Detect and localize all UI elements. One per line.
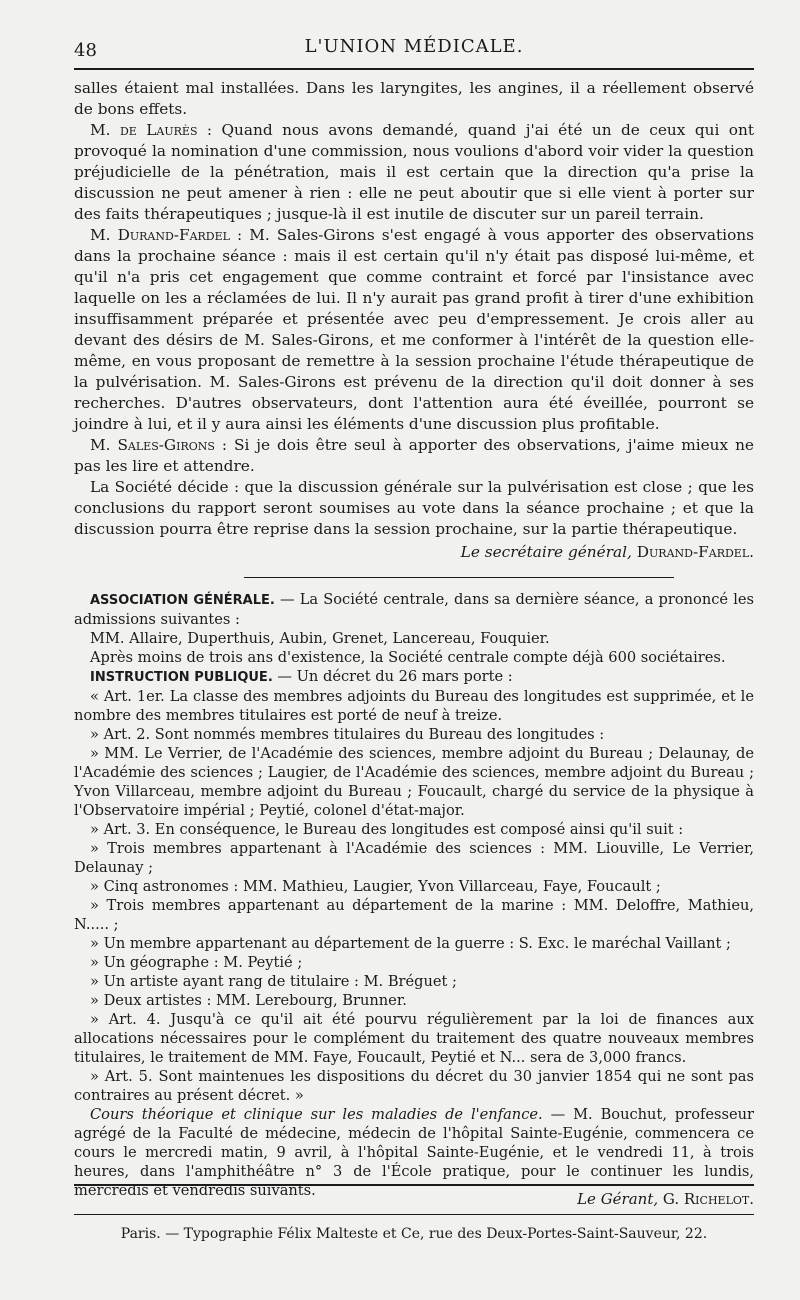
- paragraph: » Art. 3. En conséquence, le Bureau des longitudes est composé ainsi qu'il suit :: [90, 821, 684, 838]
- footer-rule-2: [74, 1214, 754, 1215]
- section-divider: [244, 563, 674, 578]
- paragraph: » Un géographe : M. Peytié ;: [90, 954, 303, 971]
- printer-imprint: Paris. — Typographie Félix Malteste et Ce, rue des Deux-Portes-Saint-Sauveur, 22.: [120, 1226, 708, 1242]
- section-heading: INSTRUCTION PUBLIQUE.: [90, 670, 273, 685]
- article-body: [74, 78, 754, 1200]
- paragraph: INSTRUCTION PUBLIQUE. — Un décret du 26 mars porte :: [90, 668, 513, 685]
- course-title: Cours théorique et clinique sur les maladies de l'enfance.: [90, 1106, 543, 1123]
- paragraph: » Un artiste ayant rang de titulaire : M. Bréguet ;: [90, 973, 457, 990]
- paragraph: » MM. Le Verrier, de l'Académie des sciences, membre adjoint du Bureau ; Delaunay, de l'Académie des sciences ; Laugier, de l'Académie des sciences, membre adjoint du Bureau ; Yvon Villarceau, membre adjoint du Bureau ; Foucault, chargé du service de la physique à l'Observatoire impérial ; Peytié, colonel d'état-major.: [74, 745, 754, 819]
- paragraph: « Art. 1er. La classe des membres adjoints du Bureau des longitudes est supprimée, et le nombre des membres titulaires est porté de neuf à treize.: [74, 688, 754, 724]
- gerant-signature: Le Gérant, G. Richelot.: [577, 1190, 754, 1208]
- paragraph: » Art. 4. Jusqu'à ce qu'il ait été pourvu régulièrement par la loi de finances aux allocations nécessaires pour le complément du traitement des quatre nouveaux membres titulaires, le traitement de MM. Faye, Foucault, Peytié et N... sera de 3,000 francs.: [74, 1011, 754, 1066]
- speaker-name: M. Durand-Fardel :: [90, 226, 243, 244]
- paragraph: Après moins de trois ans d'existence, la Société centrale compte déjà 600 sociétaires.: [90, 649, 726, 666]
- paragraph: MM. Allaire, Duperthuis, Aubin, Grenet, Lancereau, Fouquier.: [90, 630, 550, 647]
- paragraph: » Un membre appartenant au département de la guerre : S. Exc. le maréchal Vaillant ;: [90, 935, 731, 952]
- paragraph: La Société décide : que la discussion générale sur la pulvérisation est close ; que les conclusions du rapport seront soumises au vote dans la séance prochaine ; et que la discussion pourra être reprise dans la session prochaine, sur la partie thérapeutique.: [74, 478, 754, 538]
- page-number: 48: [74, 40, 97, 61]
- paragraph: ASSOCIATION GÉNÉRALE. — La Société centrale, dans sa dernière séance, a prononcé les admissions suivantes :: [74, 591, 754, 628]
- paragraph: » Art. 2. Sont nommés membres titulaires du Bureau des longitudes :: [90, 726, 605, 743]
- section-heading: ASSOCIATION GÉNÉRALE.: [90, 593, 275, 608]
- paragraph: M. Durand-Fardel : M. Sales-Girons s'est engagé à vous apporter des observations dans la prochaine séance : mais il est certain qu'il n'y était pas disposé lui-même, et qu'il n'a pris cet engagement que comme contraint et forcé par l'insistance avec laquelle on les a réclamées de lui. Il n'y aurait pas grand profit à tirer d'une exhibition insuffisamment préparée et présentée avec peu d'empressement. Je crois aller au devant des désirs de M. Sales-Girons, et me conformer à l'intérêt de la question elle-même, en vous proposant de remettre à la session prochaine l'étude thérapeutique de la pulvérisation. M. Sales-Girons est prévenu de la direction qu'il doit donner à ses recherches. D'autres observateurs, dont l'attention aura été éveillée, pourront se joindre à lui, et il y aura ainsi les éléments d'une discussion plus profitable.: [74, 226, 754, 433]
- paragraph: M. de Laurès : Quand nous avons demandé, quand j'ai été un de ceux qui ont provoqué la nomination d'une commission, nous voulions d'abord voir vider la question préjudicielle de la pénétration, mais il est certain que la direction qu'a prise la discussion ne peut amener à rien : elle ne peut aboutir que si elle vient à porter sur des faits thérapeutiques ; jusque-là il est inutile de discuter sur un pareil terrain.: [74, 121, 754, 223]
- header-rule: [74, 68, 754, 70]
- journal-title: L'UNION MÉDICALE.: [304, 36, 524, 57]
- secretary-signature: Le secrétaire général, Durand-Fardel.: [460, 543, 754, 561]
- paragraph: M. Sales-Girons : Si je dois être seul à apporter des observations, j'aime mieux ne pas les lire et attendre.: [74, 436, 754, 475]
- footer-rule: [74, 1184, 754, 1186]
- speaker-name: M. Sales-Girons :: [90, 436, 228, 454]
- paragraph: » Art. 5. Sont maintenues les dispositions du décret du 30 janvier 1854 qui ne sont pas contraires au présent décret. »: [74, 1068, 754, 1104]
- news-section: [74, 590, 754, 1200]
- paragraph: » Cinq astronomes : MM. Mathieu, Laugier, Yvon Villarceau, Faye, Foucault ;: [90, 878, 661, 895]
- paragraph: » Trois membres appartenant à l'Académie des sciences : MM. Liouville, Le Verrier, Delaunay ;: [74, 840, 754, 876]
- page-header: [74, 28, 754, 64]
- paragraph: » Deux artistes : MM. Lerebourg, Brunner.: [90, 992, 407, 1009]
- speaker-name: M. de Laurès :: [90, 121, 213, 139]
- paragraph: » Trois membres appartenant au département de la marine : MM. Deloffre, Mathieu, N..... ;: [74, 897, 754, 933]
- paragraph: salles étaient mal installées. Dans les laryngites, les angines, il a réellement observé de bons effets.: [74, 79, 754, 118]
- paragraph: Cours théorique et clinique sur les maladies de l'enfance. — M. Bouchut, professeur agrégé de la Faculté de médecine, médecin de l'hôpital Sainte-Eugénie, commencera ce cours le mercredi matin, 9 avril, à l'hôpital Sainte-Eugénie, et le vendredi 11, à trois heures, dans l'amphithéâtre n° 3 de l'École pratique, pour le continuer les lundis, mercredis et vendredis suivants.: [74, 1106, 755, 1199]
